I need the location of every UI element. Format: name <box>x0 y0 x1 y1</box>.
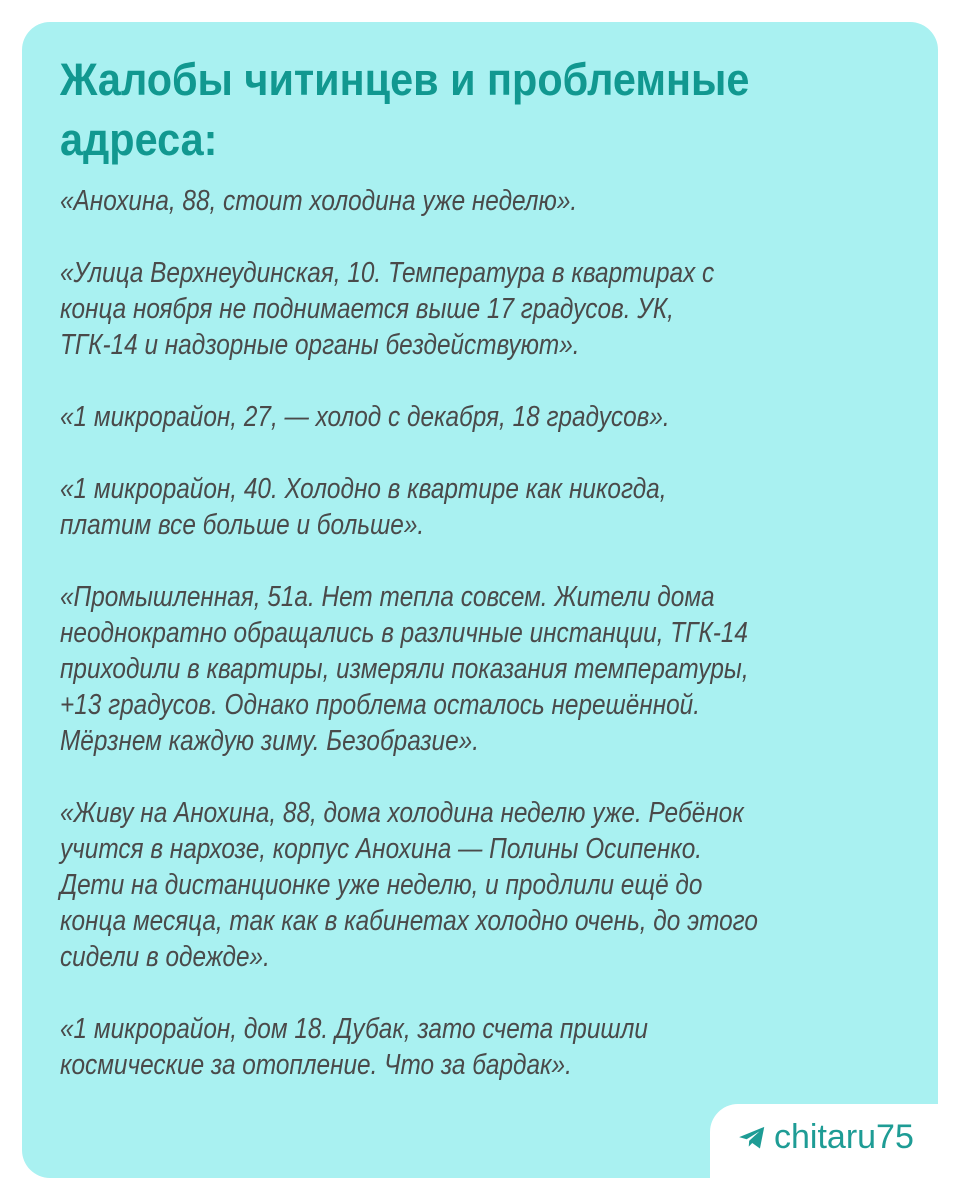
channel-badge[interactable] <box>738 1118 914 1157</box>
quote-item: «Промышленная, 51а. Нет тепла совсем. Жители дома неоднократно обращались в различные инстанции, ТГК-14 приходили в квартиры, измеряли показания температуры, +13 градусов. Однако проблема осталось нерешённой. Мёрзнем каждую зиму. Безобразие». <box>60 581 749 757</box>
telegram-icon <box>738 1125 766 1151</box>
quote-list <box>60 183 782 1119</box>
page-title: Жалобы читинцев и проблемные адреса: <box>60 54 750 165</box>
quote-item: «Анохина, 88, стоит холодина уже неделю». <box>60 185 578 217</box>
quote-item: «1 микрорайон, дом 18. Дубак, зато счета пришли космические за отопление. Что за бардак». <box>60 1013 648 1081</box>
quote-item: «1 микрорайон, 40. Холодно в квартире как никогда, платим все больше и больше». <box>60 473 667 541</box>
channel-name: chitaru75 <box>774 1118 914 1156</box>
quote-item: «Живу на Анохина, 88, дома холодина неделю уже. Ребёнок учится в нархозе, корпус Анохина — Полины Осипенко. Дети на дистанционке уже неделю, и продлили ещё до конца месяца, так как в кабинетах холодно очень, до этого сидели в одежде». <box>60 797 758 973</box>
quote-item: «Улица Верхнеудинская, 10. Температура в квартирах с конца ноября не поднимается выше 17 градусов. УК, ТГК-14 и надзорные органы бездействуют». <box>60 257 715 361</box>
quote-item: «1 микрорайон, 27, — холод с декабря, 18 градусов». <box>60 401 670 433</box>
